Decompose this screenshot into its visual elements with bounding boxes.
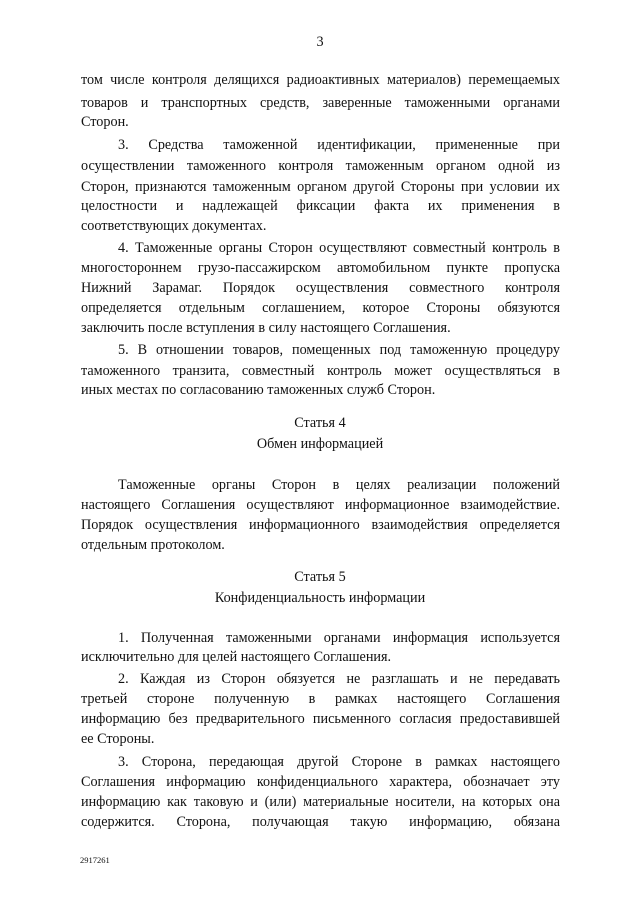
text-line: том числе контроля делящихся радиоактивных материалов) перемещаемых <box>81 72 560 88</box>
article-5-number: Статья 5 <box>294 569 346 585</box>
text-line: Соглашения информацию конфиденциального характера, обозначает эту <box>81 774 560 790</box>
text-line: 5. В отношении товаров, помещенных под таможенную процедуру <box>118 342 560 358</box>
text-line: содержится. Сторона, получающая такую информацию, обязана <box>81 814 560 830</box>
text-line: информацию как таковую и (или) материальные носители, на которых она <box>81 794 560 810</box>
text-line: иных местах по согласованию таможенных служб Сторон. <box>81 382 436 398</box>
text-line: 1. Полученная таможенными органами информация используется <box>118 630 560 646</box>
text-line: исключительно для целей настоящего Соглашения. <box>81 649 392 665</box>
text-line: Таможенные органы Сторон в целях реализации положений <box>118 477 560 493</box>
text-line: осуществлении таможенного контроля таможенным органом одной из <box>81 158 560 174</box>
text-line: определяется отдельным соглашением, которое Стороны обязуются <box>81 300 560 316</box>
text-line: 2. Каждая из Сторон обязуется не разглашать и не передавать <box>118 671 560 687</box>
text-line: Нижний Зарамаг. Порядок осуществления совместного контроля <box>81 280 560 296</box>
text-line: Порядок осуществления информационного взаимодействия определяется <box>81 517 560 533</box>
text-line: соответствующих документах. <box>81 218 267 234</box>
article-4-number: Статья 4 <box>294 415 346 431</box>
text-line: отдельным протоколом. <box>81 537 225 553</box>
text-line: таможенного транзита, совместный контроль может осуществляться в <box>81 363 560 379</box>
text-line: 3. Средства таможенной идентификации, примененные при <box>118 137 560 153</box>
page-number: 3 <box>316 34 324 50</box>
article-5-title: Конфиденциальность информации <box>214 590 426 606</box>
text-line: целостности и надлежащей фиксации факта их применения в <box>81 198 560 214</box>
text-line: Сторон. <box>81 114 129 130</box>
text-line: заключить после вступления в силу настоящего Соглашения. <box>81 320 451 336</box>
text-line: 3. Сторона, передающая другой Стороне в рамках настоящего <box>118 754 560 770</box>
article-4-title: Обмен информацией <box>256 436 384 452</box>
text-line: многостороннем грузо-пассажирском автомобильном пункте пропуска <box>81 260 560 276</box>
document-code: 2917261 <box>80 855 110 865</box>
text-line: информацию без предварительного письменного согласия предоставившей <box>81 711 560 727</box>
text-line: ее Стороны. <box>81 731 155 747</box>
text-line: настоящего Соглашения осуществляют информационное взаимодействие. <box>81 497 560 513</box>
text-line: 4. Таможенные органы Сторон осуществляют совместный контроль в <box>118 240 560 256</box>
text-line: Сторон, признаются таможенным органом другой Стороны при условии их <box>81 179 560 195</box>
text-line: третьей стороне полученную в рамках настоящего Соглашения <box>81 691 560 707</box>
text-line: товаров и транспортных средств, заверенные таможенными органами <box>81 95 560 111</box>
